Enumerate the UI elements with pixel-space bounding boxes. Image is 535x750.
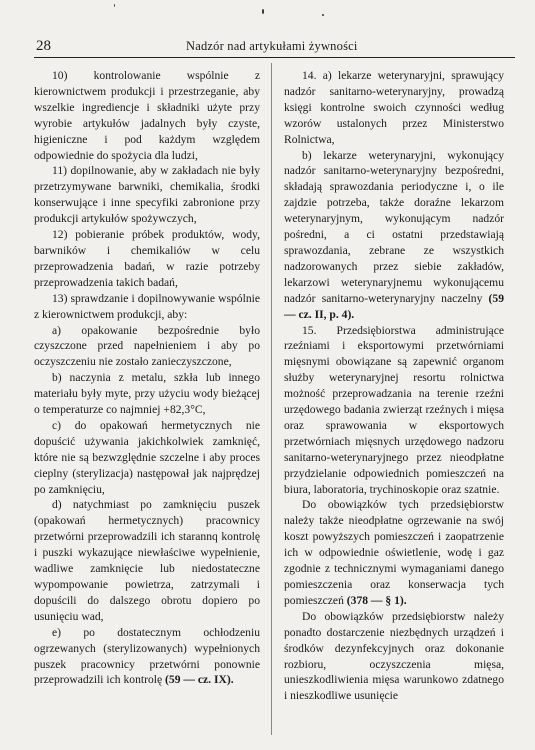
item-13b: b) naczynia z metalu, szkła lub innego materiału były myte, przy użyciu wody bieżącej o temperaturze co najmniej +82,3°C, [34,371,260,417]
item-13d: d) natychmiast po zamknięciu puszek (opakowań hermetycznych) pracownicy przetwórni przeprowadzili ich starannq kontrolę i puszki wykazujące niewłaściwe wypełnienie, wadliwe zamknięcie lub niedostateczne wypompowanie powietrza, zatrzymali i dopuścili do dalszego obrotu dopiero po usunięciu wad, [34,498,260,623]
item-13c: c) do opakowań hermetycznych nie dopuścić używania jakichkolwiek zamknięć, które nie są bezwzględnie szczelne i aby proces cieplny (sterylizacja) następował jak najprędzej po zamknięciu, [34,418,260,496]
citation-378: (378 — § 1). [346,593,407,607]
scan-speck [262,9,264,14]
item-14a: 14. a) lekarze weterynaryjni, sprawujący nadzór sanitarno-weterynaryjny, prowadzą księgi kontrolne swoich czynności według wzorów ustalonych przez Ministerstwo Rolnictwa, [284,69,504,146]
item-12: 12) pobieranie próbek produktów, wody, barwników i chemikaliów w celu przeprowadzenia badań, w razie potrzeby przeprowadzenia takich badań, [34,228,260,289]
item-15-obligations [284,497,504,608]
column-divider [271,63,272,735]
scan-speck [114,4,115,7]
item-15: 15. Przedsiębiorstwa administrujące rzeźniami i eksportowymi przetwórniami mięsnymi obowiązane są zapewnić organom służby weterynaryjnej resortu rolnictwa możność przeprowadzania na terenie rzeźni urzędowego badania zwierząt rzeźnych i mięsa oraz sprawowania w eksportowych przetwórniach mięsnych urzędowego nadzoru sanitarno-weterynaryjnego przez nieodpłatne przydzielanie odpowiednich pomieszczeń na biura, laboratoria, trychinoskopie oraz szatnie. [284,323,504,496]
citation-59-ix: (59 — cz. IX). [165,673,234,687]
item-13: 13) sprawdzanie i dopilnowywanie wspólnie z kierownictwem produkcji, aby: [34,291,260,321]
scan-speck [322,14,324,16]
right-column [284,68,504,704]
citation-59-ii: (59 — cz. II, p. 4). [284,291,504,321]
header-rule [34,57,515,58]
item-14b-text: b) lekarze weterynaryjni, wykonujący nadzór sanitarno-weterynaryjny bezpośredni, składają sprawozdania periodyczne i, o ile zajdzie potrzeba, także doraźne lekarzom weterynaryjnym, wykonującym nadzór pośredni, a ci ostatni przedstawiają sprawozdania, zebrane ze wszystkich nadzorowanych przez siebie zakładów, lekarzowi weterynaryjnemu wykonującemu nadzór sanitarno-weterynaryjny naczelny [284,148,504,305]
running-title: Nadzór nad artykułami żywności [186,39,358,53]
item-13e [34,625,260,689]
item-14b [284,148,504,323]
item-11: 11) dopilnowanie, aby w zakładach nie były przetrzymywane barwniki, chemikalia, środki konserwujące i inne specyfiki zabronione przy produkcji artykułów spożywczych, [34,164,260,226]
page-number: 28 [36,38,51,54]
item-13a: a) opakowanie bezpośrednie było czyszczone przed napełnieniem i aby po oczyszczeniu nie zostało zanieczyszczone, [34,323,260,369]
item-10: 10) kontrolowanie wspólnie z kierownictwem produkcji i przestrzeganie, aby wszelkie ingrediencje i składniki użyte przy wyrobie artykułów jadalnych były czyste, higieniczne i pod każdym względem odpowiednie do spożycia dla ludzi, [34,69,260,162]
item-13e-text: e) po dostatecznym ochłodzeniu ogrzewanych (sterylizowanych) wypełnionych puszek pracownicy przetwórni ponownie przeprowadzili ich kontrolę [34,625,260,687]
item-15-further: Do obowiązków przedsiębiorstw należy ponadto dostarczenie niezbędnych urządzeń i środków dezynfekcyjnych oraz dokonanie rozbioru, oczyszczenia mięsa, unieszkodliwienia mięsa warunkowo zdatnego i nieszkodliwe usunięcie [284,609,504,703]
left-column [34,68,260,688]
page-header [0,36,535,58]
item-15-obligations-text: Do obowiązków tych przedsiębiorstw należy także nieodpłatne ogrzewanie na swój koszt powyższych pomieszczeń i zaopatrzenie ich w odpowiednie oświetlenie, wodę i gaz zgodnie z technicznymi wymaganiami danego pomieszczenia oraz konserwacja tych pomieszczeń [284,498,504,607]
